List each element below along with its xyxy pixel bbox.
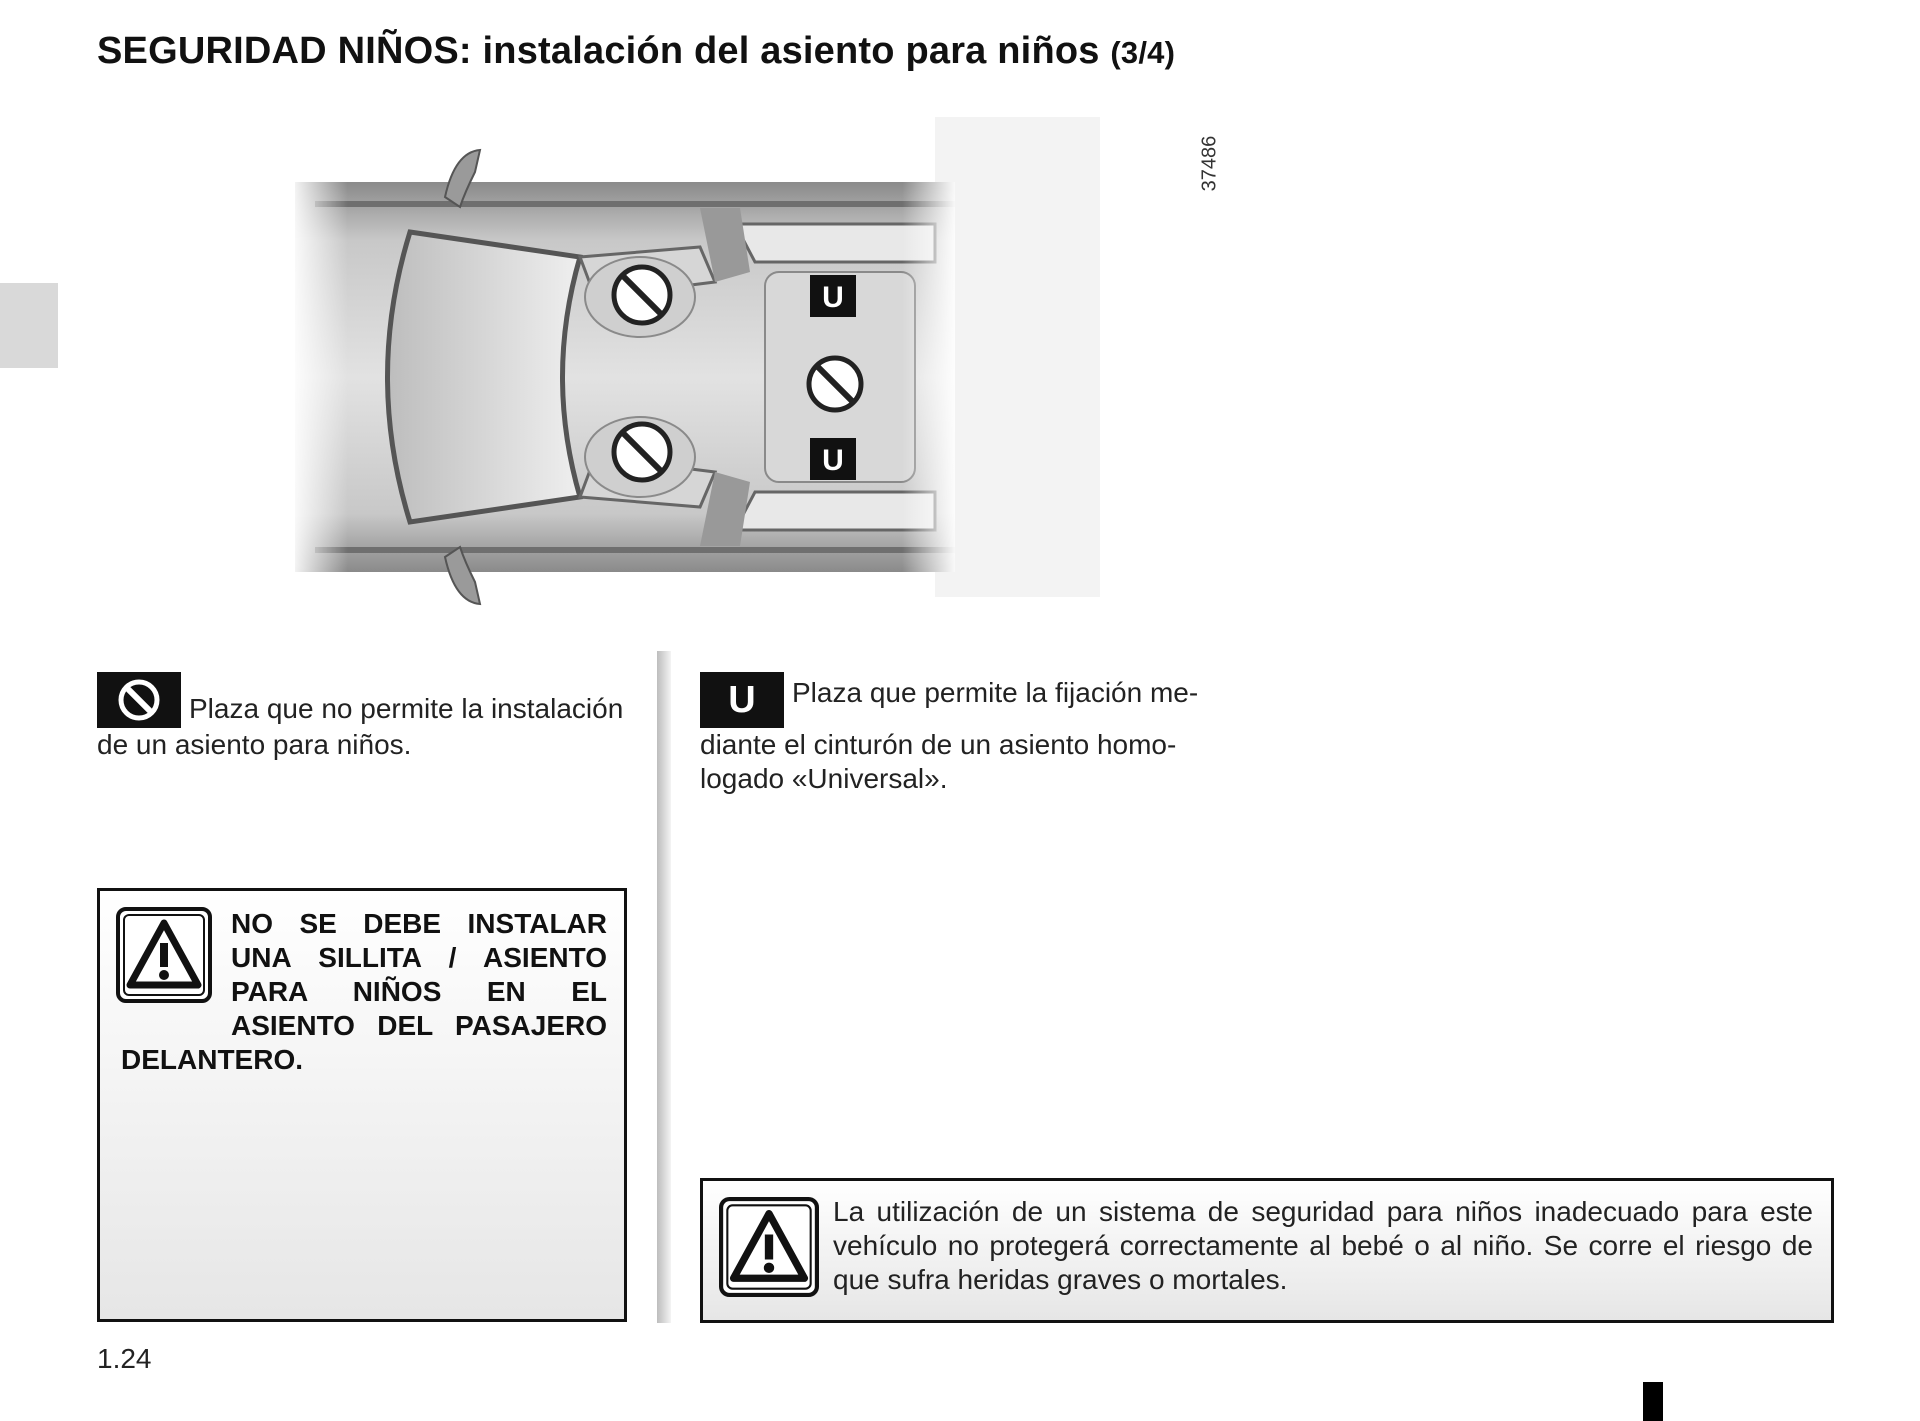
page-number: 1.24 xyxy=(97,1343,152,1374)
u-badge-label: U xyxy=(822,281,844,314)
corner-mark xyxy=(1643,1382,1663,1421)
car-top-view-illustration xyxy=(295,112,1115,612)
warning-box-inadequate-system xyxy=(700,1178,1834,1323)
warning-triangle-icon xyxy=(719,1197,819,1297)
page-title xyxy=(97,30,1175,73)
no-seat-icon xyxy=(614,424,670,480)
page-title-text: SEGURIDAD NIÑOS: instalación del asiento para niños xyxy=(97,30,1100,72)
column-divider xyxy=(657,651,671,1323)
legend-forbidden-text: Plaza que no permite la instalación de un asiento para niños. xyxy=(97,693,624,760)
warning-front-seat-text: NO SE DEBE INSTALAR UNA SILLITA / ASIENTO PARA NIÑOS EN EL ASIENTO DEL PASAJERO DELANTERO. xyxy=(121,908,607,1075)
warning-inadequate-system-text: La utilización de un sistema de seguridad para niños inadecuado para este vehículo no protegerá correctamente al bebé o al niño. Se corre el riesgo de que sufra heridas graves o mortales. xyxy=(833,1196,1813,1295)
u-badge-icon: U xyxy=(700,672,784,728)
no-seat-icon xyxy=(809,358,861,410)
no-seat-icon xyxy=(97,672,181,728)
page-part: (3/4) xyxy=(1110,35,1176,70)
side-tab xyxy=(0,283,58,368)
u-badge-label: U xyxy=(822,444,844,477)
figure-code: 37486 xyxy=(1198,135,1221,192)
legend-universal xyxy=(700,672,1232,796)
u-badge-icon xyxy=(810,275,856,317)
no-seat-icon xyxy=(614,267,670,323)
u-badge-icon xyxy=(810,438,856,480)
car-seat-diagram xyxy=(295,112,1115,612)
legend-forbidden xyxy=(97,672,629,762)
legend-universal-text: Plaza que permite la fijación mediante el cinturón de un asiento homologado «Universal». xyxy=(700,677,1199,794)
warning-box-front-seat xyxy=(97,888,627,1322)
